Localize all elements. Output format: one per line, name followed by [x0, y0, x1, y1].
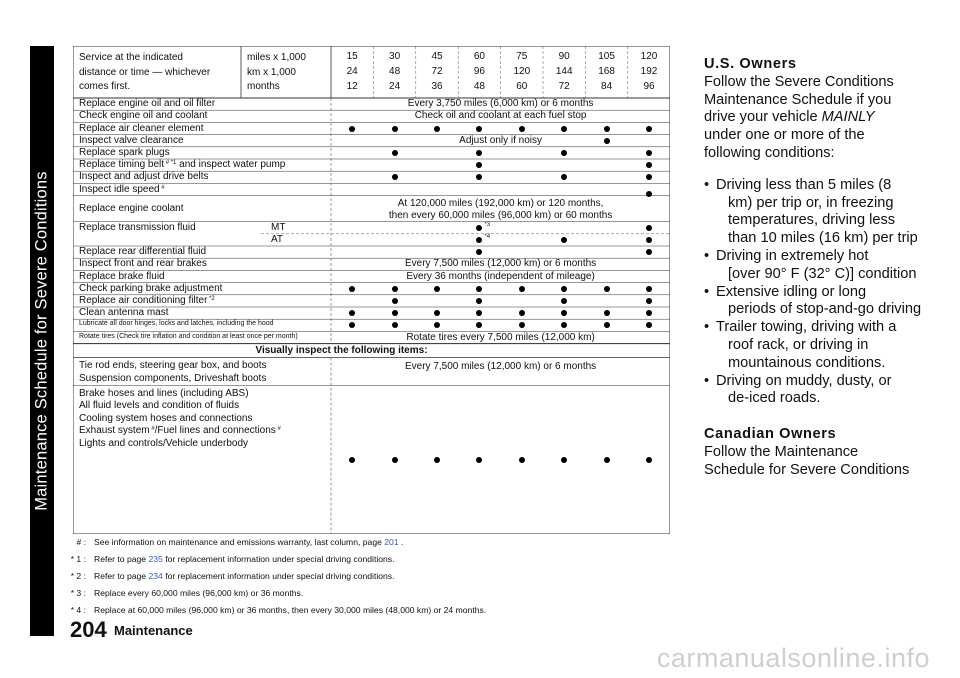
- footnote-marker: * 3 :: [70, 588, 86, 598]
- interval-km: 48: [389, 66, 401, 77]
- schedule-row-label: Inspect valve clearance: [79, 134, 184, 146]
- bullet-icon: •: [704, 176, 710, 193]
- side-title: Maintenance Schedule for Severe Conditions: [32, 171, 51, 511]
- service-dot: [604, 286, 610, 292]
- service-dot: [349, 457, 355, 463]
- visual-item: Suspension components, Driveshaft boots: [79, 372, 267, 384]
- service-dot: [604, 457, 610, 463]
- owner-instructions: [704, 56, 948, 480]
- interval-note: Rotate tires every 7,500 miles (12,000 km): [406, 331, 595, 343]
- bullet-icon: •: [704, 319, 710, 336]
- interval-miles: 75: [516, 51, 528, 62]
- interval-months: 96: [643, 81, 655, 92]
- service-dot: [392, 150, 398, 156]
- schedule-row-label: Replace air cleaner element: [79, 122, 204, 134]
- schedule-row-label: Inspect idle speed #: [79, 183, 165, 195]
- label-continuation: and inspect water pump: [176, 159, 286, 171]
- service-dot: [604, 126, 610, 132]
- maintenance-schedule-table: [73, 46, 670, 534]
- schedule-row-label: Check parking brake adjustment: [79, 282, 223, 294]
- visual-inspect-heading: Visually inspect the following items:: [255, 344, 428, 356]
- footnote: [62, 588, 303, 598]
- schedule-row-label: Lubricate all door hinges, locks and latches, including the hood: [79, 320, 274, 328]
- interval-miles: 30: [389, 51, 401, 62]
- transmission-type: MT: [271, 221, 286, 233]
- interval-miles: 45: [431, 51, 443, 62]
- interval-months: 48: [473, 81, 485, 92]
- visual-item: Cooling system hoses and connections: [79, 412, 253, 424]
- interval-miles: 15: [346, 51, 358, 62]
- visual-item: Brake hoses and lines (including ABS): [79, 387, 249, 399]
- service-dot: [476, 126, 482, 132]
- bullet-icon: •: [704, 247, 710, 264]
- service-dot: [392, 298, 398, 304]
- footnote-mark: *4: [484, 233, 491, 240]
- schedule-row-label: Check engine oil and coolant: [79, 110, 208, 122]
- footnote-mark: #: [275, 426, 281, 433]
- canadian-owners-heading: Canadian Owners: [704, 426, 837, 443]
- footnote-text: .: [398, 537, 404, 547]
- label-continuation: /Fuel lines and connections: [154, 425, 276, 437]
- service-dot: [392, 286, 398, 292]
- interval-months: 84: [601, 81, 613, 92]
- interval-months: 24: [389, 81, 401, 92]
- condition-item: [704, 248, 948, 284]
- interval-months: 36: [431, 81, 443, 92]
- service-dot: [349, 286, 355, 292]
- service-dot: [646, 237, 652, 243]
- condition-text: Trailer towing, driving with a roof rack, or driving in mountainous conditions.: [716, 319, 897, 371]
- service-dot: [604, 138, 610, 144]
- schedule-row-label: Inspect and adjust drive belts: [79, 171, 209, 183]
- schedule-row-label: Replace engine coolant: [79, 202, 184, 214]
- footnote-marker: # :: [76, 537, 86, 547]
- section-label: Maintenance: [114, 623, 193, 638]
- visual-item: Lights and controls/Vehicle underbody: [79, 438, 249, 449]
- unit-label: km x 1,000: [247, 66, 296, 78]
- condition-item: [704, 373, 948, 409]
- interval-note: Check oil and coolant at each fuel stop: [414, 110, 587, 122]
- interval-miles: 105: [598, 51, 615, 62]
- interval-note: Every 3,750 miles (6,000 km) or 6 months: [407, 98, 594, 110]
- conditions-list: [704, 177, 948, 408]
- service-dot: [646, 298, 652, 304]
- interval-km: 72: [431, 66, 443, 77]
- footnote-text: See information on maintenance and emissions warranty, last column, page: [94, 537, 385, 547]
- schedule-row-label: Rotate tires (Check tire inflation and condition at least once per month): [79, 332, 298, 340]
- condition-text: Driving in extremely hot [over 90° F (32° C)] condition: [716, 247, 917, 282]
- interval-note: Every 7,500 miles (12,000 km) or 6 months: [404, 258, 597, 270]
- visual-item: Tie rod ends, steering gear box, and boots: [79, 359, 267, 371]
- service-dot: [434, 457, 440, 463]
- service-dot: [519, 286, 525, 292]
- footnote-mark: #: [149, 426, 155, 433]
- bullet-icon: •: [704, 283, 710, 300]
- footnote-marker: * 4 :: [70, 605, 86, 615]
- service-dot: [519, 457, 525, 463]
- service-dot: [392, 310, 398, 316]
- schedule-row-label: Replace transmission fluid: [79, 221, 196, 233]
- service-dot: [519, 126, 525, 132]
- page-reference-link[interactable]: 234: [148, 571, 163, 581]
- service-dot: [561, 286, 567, 292]
- footnote-text: Replace every 60,000 miles (96,000 km) or 36 months.: [94, 588, 304, 598]
- schedule-row-label: Inspect front and rear brakes: [79, 258, 207, 270]
- service-dot: [349, 126, 355, 132]
- footnote-mark: *3: [484, 221, 491, 228]
- schedule-row-label: Replace engine oil and oil filter: [79, 98, 216, 110]
- canadian-text: Follow the Maintenance Schedule for Severe Conditions: [704, 443, 910, 478]
- footnote-mark: # *1: [164, 160, 177, 167]
- schedule-row-label: Clean antenna mast: [79, 307, 169, 319]
- service-dot: [646, 286, 652, 292]
- interval-note: Every 7,500 miles (12,000 km) or 6 months: [404, 360, 597, 372]
- visual-item: Exhaust system #/Fuel lines and connections #: [79, 425, 281, 437]
- page-reference-link[interactable]: 201: [384, 537, 399, 547]
- interval-km: 144: [555, 66, 573, 77]
- footnote-text: Refer to page: [94, 554, 149, 564]
- interval-note: then every 60,000 miles (96,000 km) or 60 months: [388, 209, 613, 221]
- condition-item: [704, 319, 948, 372]
- footnote-mark: *2: [207, 295, 215, 302]
- interval-miles: 90: [558, 51, 570, 62]
- condition-text: Driving on muddy, dusty, or de-iced roads.: [716, 372, 892, 407]
- footnote-text: for replacement information under special driving conditions.: [162, 554, 395, 564]
- footnote: [62, 537, 403, 547]
- service-dot: [561, 126, 567, 132]
- schedule-row-label: Replace brake fluid: [79, 270, 165, 282]
- canadian-owners: [704, 426, 948, 479]
- footnote: [62, 605, 486, 615]
- emphasis: MAINLY: [821, 109, 875, 126]
- header-label: Service at the indicated: [79, 52, 183, 63]
- interval-note: Every 36 months (independent of mileage): [406, 270, 595, 282]
- interval-note: At 120,000 miles (192,000 km) or 120 months,: [397, 197, 604, 209]
- unit-label: miles x 1,000: [247, 52, 306, 63]
- service-dot: [561, 457, 567, 463]
- interval-miles: 120: [640, 51, 658, 62]
- condition-item: [704, 177, 948, 248]
- interval-km: 24: [346, 66, 358, 77]
- service-dot: [434, 126, 440, 132]
- footnote-text: Replace at 60,000 miles (96,000 km) or 36 months, then every 30,000 miles (48,000 km) or 24 months.: [94, 605, 487, 615]
- service-dot: [646, 126, 652, 132]
- schedule-row-label: Replace timing belt $^{\# *1}$ and inspect water pump: [79, 159, 286, 171]
- unit-label: months: [247, 81, 280, 92]
- service-dot: [392, 322, 398, 328]
- footnote-text: for replacement information under special driving conditions.: [162, 571, 395, 581]
- footnote: [62, 554, 395, 564]
- condition-item: [704, 284, 948, 320]
- footnote-mark: #: [159, 184, 165, 191]
- footnote-text: Refer to page: [94, 571, 149, 581]
- footnote-marker: * 2 :: [70, 571, 86, 581]
- interval-note: Adjust only if noisy: [459, 134, 543, 146]
- interval-months: 12: [346, 81, 358, 92]
- footnote: [62, 571, 395, 581]
- service-dot: [604, 310, 610, 316]
- us-owners-heading: U.S. Owners: [704, 56, 797, 72]
- header-label: comes first.: [79, 81, 131, 92]
- service-dot: [646, 150, 652, 156]
- schedule-row-label: Replace air conditioning filter $^{*2}$: [79, 294, 215, 306]
- footnote-marker: * 1 :: [70, 554, 86, 564]
- interval-km: 168: [598, 66, 615, 77]
- service-dot: [392, 174, 398, 180]
- service-dot: [434, 286, 440, 292]
- service-dot: [519, 310, 525, 316]
- interval-km: 120: [513, 66, 531, 77]
- service-dot: [392, 126, 398, 132]
- transmission-type: AT: [271, 233, 284, 245]
- us-intro: Follow the Severe Conditions Maintenance Schedule if you drive your vehicle MAINLY under one or more of the following conditions:: [704, 73, 894, 161]
- watermark: carmanualsonline.info: [656, 643, 930, 673]
- interval-months: 72: [558, 81, 570, 92]
- interval-km: 96: [473, 66, 485, 77]
- bullet-icon: •: [704, 372, 710, 389]
- interval-miles: 60: [473, 51, 485, 62]
- condition-text: Extensive idling or long periods of stop-and-go driving: [716, 283, 922, 318]
- schedule-row-label: Replace spark plugs: [79, 146, 170, 158]
- service-dot: [646, 225, 652, 231]
- page-number: 204: [70, 617, 107, 642]
- service-dot: [646, 457, 652, 463]
- service-dot: [604, 322, 610, 328]
- header-label: distance or time — whichever: [79, 66, 211, 78]
- condition-text: Driving less than 5 miles (8 km) per trip or, in freezing temperatures, driving less than 10 miles (16 km) per trip: [716, 176, 918, 247]
- service-dot: [392, 457, 398, 463]
- interval-km: 192: [640, 66, 658, 77]
- visual-item: All fluid levels and condition of fluids: [79, 400, 240, 412]
- service-dot: [646, 191, 652, 197]
- interval-months: 60: [516, 81, 528, 92]
- schedule-row-label: Replace rear differential fluid: [79, 246, 207, 258]
- page-reference-link[interactable]: 235: [148, 554, 163, 564]
